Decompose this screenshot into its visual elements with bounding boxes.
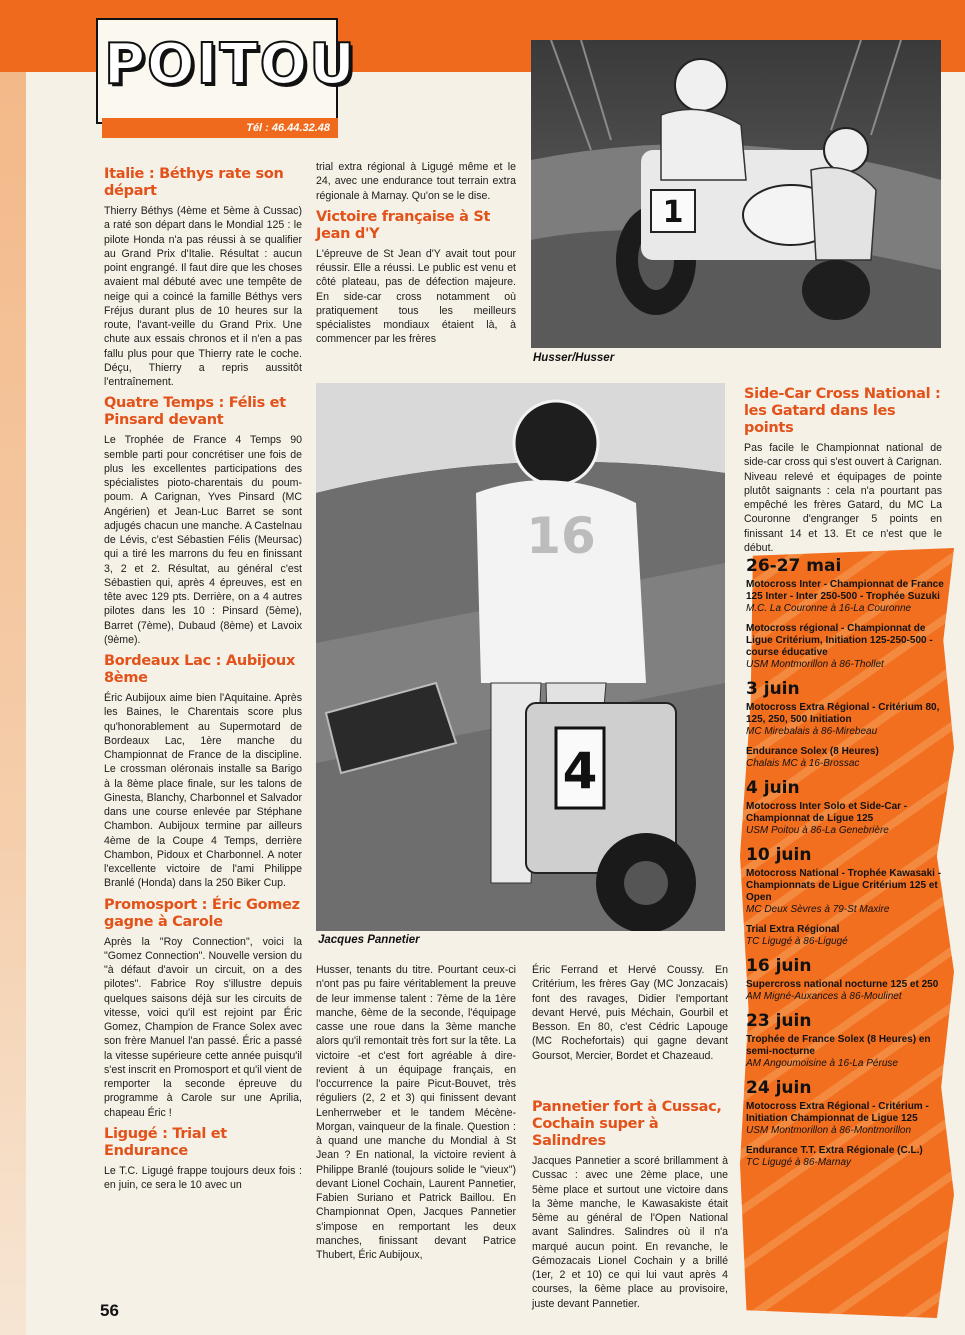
svg-text:1: 1: [662, 195, 684, 230]
event-title: Motocross National - Trophée Kawasaki - Championnats de Ligue Critérium 125 et Open: [746, 868, 942, 903]
calendar-date: 24 juin: [746, 1078, 812, 1098]
phone-number: Tél : 46.44.32.48: [102, 118, 338, 138]
event-organizer: M.C. La Couronne à 16-La Couronne: [746, 603, 912, 614]
article-title-quatre-temps: Quatre Temps : Félis et Pinsard devant: [104, 395, 286, 429]
page-number: 56: [100, 1301, 119, 1320]
column-right-bottom: [532, 1093, 728, 1311]
article-title-promosport: Promosport : Éric Gomez gagne à Carole: [104, 896, 300, 930]
photo-caption-pannetier: Jacques Pannetier: [318, 934, 420, 946]
event-title: Motocross Extra Régional - Critérium - Initiation Championnat de Ligue 125: [746, 1101, 929, 1124]
calendar-date: 16 juin: [746, 956, 812, 976]
article-title-italie: Italie : Béthys rate son départ: [104, 166, 284, 199]
column-right-bottom-top: [532, 963, 728, 1063]
column-left: [104, 160, 302, 1192]
article-title-sidecar: Side-Car Cross National : les Gatard dans les points: [744, 386, 941, 436]
article-body-bordeaux: Éric Aubijoux aime bien l'Aquitaine. Après les Baines, le Charentais score plus qu'honorablement au Supermotard de Bordeaux Lac, 1ère manche du Championnat de France de la discipline. Le crossman oléronais installe sa Barigo à la 8ème place finale, sur les talons de Ginesta, Blanchy, Charbonnel et Salvador dans une course enlevée par Stéphane Chambon. Aubijoux termine par ailleurs 4ème de la Coupe 4 Temps, derrière Chambon, Pidoux et Charbonnel. A noter l'excellente victoire de l'ami Philippe Branlé (Honda) dans la 250 Biker Cup.: [104, 692, 302, 890]
section-title: POITOU: [104, 32, 357, 97]
svg-text:16: 16: [526, 507, 596, 565]
photo-caption-husser: Husser/Husser: [533, 352, 615, 364]
column-middle-bottom: [316, 963, 516, 1262]
sidecar-photo: [531, 40, 941, 348]
event-organizer: USM Montmorillon à 86-Thollet: [746, 659, 884, 670]
event-organizer: TC Ligugé à 86-Ligugé: [746, 936, 848, 947]
calendar-date: 10 juin: [746, 845, 812, 865]
calendar-date: 26-27 mai: [746, 556, 842, 576]
event-organizer: MC Mirebalais à 86-Mirebeau: [746, 726, 878, 737]
event-title: Endurance T.T. Extra Régionale (C.L.): [746, 1145, 923, 1156]
event-title: Motocross Inter - Championnat de France 125 Inter - Inter 250-500 - Trophée Suzuki: [746, 579, 944, 602]
article-body-liguge-continued: trial extra régional à Ligugé même et le 24, avec une endurance tout terrain extra régionale à Marnay. Qu'on se le dise.: [316, 161, 516, 202]
event-title: Trial Extra Régional: [746, 924, 840, 935]
event-title: Supercross national nocturne 125 et 250: [746, 979, 939, 990]
column-middle-top: [316, 160, 516, 347]
article-body-promosport: Après la "Roy Connection", voici la "Gomez Connection". Nouvelle version du "à défaut d'avoir un circuit, on a des pilotes". Fabrice Roy s'illustre depuis quelques saisons déjà sur les circuits de vitesse, voici qu'il est rejoint par Éric Gomez, Champion de France Solex avec son frère Manuel l'an passé. Éric a passé la vitesse supérieure cette année puisqu'il s'est inscrit en Promosport et qu'il vient de remporter la seconde épreuve du programme à Carole sur une Aprilia, chapeau Éric !: [104, 935, 302, 1119]
event-organizer: AM Migné-Auxances à 86-Moulinet: [746, 991, 902, 1002]
event-organizer: MC Deux Sèvres à 79-St Maxire: [746, 904, 890, 915]
article-title-victoire: Victoire française à St Jean d'Y: [316, 208, 491, 242]
article-body-liguge: Le T.C. Ligugé frappe toujours deux fois : en juin, ce sera le 10 avec un: [104, 1164, 302, 1191]
article-body-sidecar: Pas facile le Championnat national de side-car cross qui s'est ouvert à Carignan. Niveau relevé et équipages de pointe plutôt saignants : cela n'a pourtant pas empêché les frères Gatard, du MC La Couronne d'engranger 5 points en finissant 14 et 13. Et ce n'est que le début.: [744, 442, 942, 554]
event-organizer: AM Angoumoisine à 16-La Péruse: [746, 1058, 898, 1069]
left-edge-strip: [0, 72, 26, 1335]
event-organizer: USM Montmorillon à 86-Montmorillon: [746, 1125, 912, 1136]
event-title: Endurance Solex (8 Heures): [746, 746, 879, 757]
article-body-victoire-continued: Husser, tenants du titre. Pourtant ceux-ci n'ont pas pu faire véritablement la preuve de leur immense talent : 7ème de la 1ère manche, 6ème de la seconde, l'équipage casse une roue dans la 3ème manche alors qu'il remontait très fort sur la tête. La victoire -et c'est fort agréable à dire- revient à un équipage français, en l'occurrence la paire Picut-Bouvet, très réguliers (2, 2 et 3) qui finissent devant Lenherrweber et le tandem Mécène-Morgan, vainqueur de la finale. Question : à quand une manche du Mondial à St Jean ? En national, la victoire revient à Philippe Branlé (toujours solide le "vieux") devant Lionel Cochain, Laurent Pannetier, Fabien Suriano et Patrick Baillou. En Championnat Open, Jacques Pannetier s'impose en remportant les deux manches, finissant devant Patrice Thubert, Éric Aubijoux,: [316, 964, 516, 1261]
event-organizer: TC Ligugé à 86-Marnay: [746, 1157, 852, 1168]
article-title-liguge: Ligugé : Trial et Endurance: [104, 1125, 227, 1159]
calendar-date: 3 juin: [746, 679, 800, 699]
event-calendar: [746, 550, 946, 1177]
event-organizer: USM Poitou à 86-La Genebrière: [746, 825, 889, 836]
event-title: Trophée de France Solex (8 Heures) en semi-nocturne: [746, 1034, 931, 1057]
event-title: Motocross Extra Régional - Critérium 80, 125, 250, 500 Initiation: [746, 702, 940, 725]
sidecar-illustration: [531, 40, 941, 348]
event-title: Motocross Inter Solo et Side-Car - Championnat de Ligue 125: [746, 801, 908, 824]
rider-photo: [316, 383, 725, 931]
event-organizer: Chalais MC à 16-Brossac: [746, 758, 860, 769]
rider-illustration: [316, 383, 725, 931]
article-body-italie: Thierry Béthys (4ème et 5ème à Cussac) a raté son départ dans le Mondial 125 : le pilote Honda n'a pas réussi à se qualifier au Grand Prix d'Italie. Résultat : aucun point engrangé. Il faut dire que les choses avaient mal débuté avec une tempête de neige qui a coincé la famille Béthys vers Fréjus durant plus de 10 heures sur la route, l'avant-veille du Grand Prix. Une chute aux essais chronos et il n'en a pas fallu plus pour que Thierry rate le coche. Déçu, Thierry a repris aussitôt l'entraînement.: [104, 205, 302, 388]
column-far-right: [744, 380, 942, 555]
article-title-bordeaux: Bordeaux Lac : Aubijoux 8ème: [104, 653, 296, 686]
article-body-pannetier: Jacques Pannetier a scoré brillamment à Cussac : avec une 2ème place, une 5ème place et surtout une victoire dans la 3ème manche, le Kawasakiste était 5ème au général de l'Open National avant Salindres. Salindres où il n'a marqué aucun point. En revanche, le Gémozacais Lionel Cochain y a brillé (1er, 2 et 10) ce qui lui vaut après 4 courses, la 6ème place au provisoire, juste devant Pannetier.: [532, 1155, 728, 1310]
svg-text:4: 4: [562, 742, 598, 800]
article-body-victoire-continued-2: Éric Ferrand et Hervé Coussy. En Critérium, les frères Gay (MC Jonzacais) font des ravages, Didier l'emportant devant Hervé, puis Méchain, Gourbil et Besson. En 80, c'est Cédric Lapouge (MC Rochefortais) qui gagne devant Goursot, Mercier, Bordet et Chazeaud.: [532, 964, 728, 1062]
article-body-quatre-temps: Le Trophée de France 4 Temps 90 semble parti pour concrétiser une fois de plus les excellentes participations des spécialistes pioto-charentais du poum-poum. A Carignan, Yves Pinsard (MC Angérien) et Jean-Luc Barret se sont adjugés chacun une manche. A Castelnau de Lévis, c'est Sébastien Félis (Meursac) qui a tiré les marrons du feu en finissant 3, 2 et 2. Résultat, au général c'est Sébastien qui, après 4 épreuves, est en tête avec 129 pts. Derrière, on a 4 autres pilotes dans les 10 : Pinsard (5ème), Barret (7ème), Dubaud (8ème) et Lavoix (9ème).: [104, 434, 302, 646]
calendar-date: 4 juin: [746, 778, 800, 798]
event-title: Motocross régional - Championnat de Ligue Critérium, Initiation 125-250-500 - course éducative: [746, 623, 933, 658]
article-body-victoire: L'épreuve de St Jean d'Y avait tout pour réussir. Elle a réussi. Le public est venu et côté plateau, pas de défection majeure. En side-car cross notamment où pratiquement tous les meilleurs spécialistes mondiaux étaient là, à commencer par les frères: [316, 247, 516, 346]
article-title-pannetier: Pannetier fort à Cussac, Cochain super à Salindres: [532, 1099, 722, 1149]
calendar-date: 23 juin: [746, 1011, 812, 1031]
